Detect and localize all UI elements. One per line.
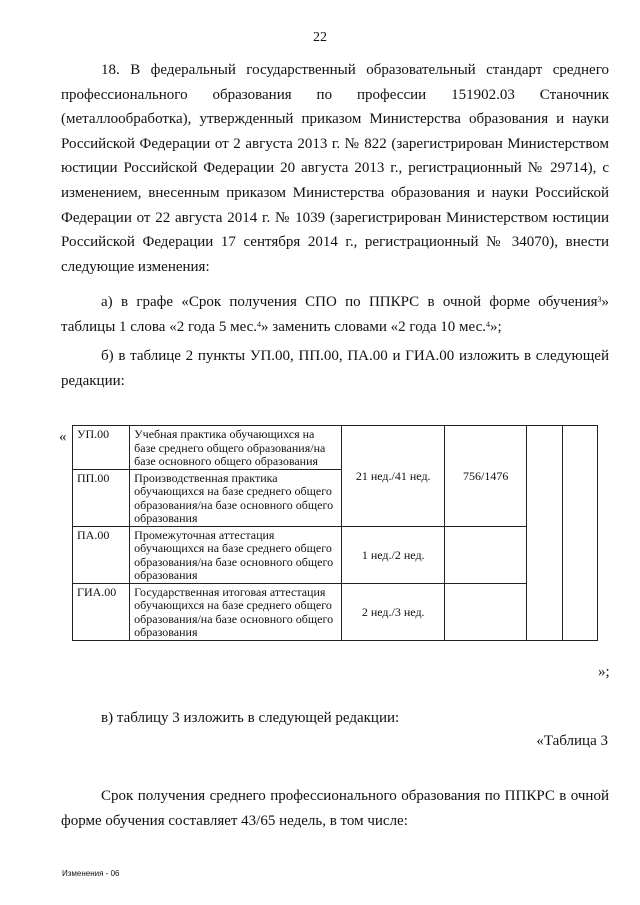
sub-item-b [61, 344, 609, 393]
curriculum-table [72, 425, 598, 641]
text-line: (металлообработка), утвержденный приказом Министерства образования и науки [61, 111, 609, 128]
sub-item-a [61, 290, 609, 339]
text-line: юстиции Российской Федерации 20 августа 2013 г., регистрационный № 29714), с [61, 160, 609, 177]
text-line: форме обучения составляет 43/65 недель, в том числе: [61, 812, 408, 829]
text-line: следующие изменения: [61, 258, 210, 275]
text-line: б) в таблице 2 пункты УП.00, ПП.00, ПА.00 и ГИА.00 изложить в следующей [101, 348, 609, 364]
text-line: профессионального образования по профессии 151902.03 Станочник [61, 86, 609, 103]
table-3-label: «Таблица 3 [536, 733, 608, 749]
name-cell: Производственная практика обучающихся на базе среднего общего образования/на базе основного общего образования [130, 469, 342, 526]
text-line: Российской Федерации от 2 августа 2013 г. № 822 (зарегистрирован Министерством [61, 135, 609, 152]
text-line [61, 315, 609, 340]
text-line: Федерации от 22 августа 2014 г. № 1039 (зарегистрирован Министерством юстиции [61, 209, 609, 226]
text-fragment: а) в графе «Срок получения СПО по ППКРС в очной форме обучения [101, 294, 598, 310]
code-cell: ГИА.00 [73, 583, 130, 640]
code-cell: ПП.00 [73, 469, 130, 526]
empty-cell [562, 426, 597, 641]
hours-cell [445, 583, 527, 640]
hours-cell: 756/1476 [445, 426, 527, 527]
open-quote: « [59, 429, 67, 445]
text-line: Срок получения среднего профессионального образования по ППКРС в очной [101, 788, 609, 804]
footer-note: Изменения - 06 [62, 869, 120, 878]
name-cell: Промежуточная аттестация обучающихся на базе среднего общего образования/на базе основного общего образования [130, 526, 342, 583]
closing-paragraph [61, 784, 609, 833]
text-line: 18. В федеральный государственный образовательный стандарт среднего [101, 62, 609, 78]
code-cell: ПА.00 [73, 526, 130, 583]
text-line: Российской Федерации 17 сентября 2014 г., регистрационный № 34070), внести [61, 234, 609, 251]
text-fragment: » заменить словами «2 года 10 мес. [261, 318, 486, 335]
text-line: в) таблицу 3 изложить в следующей редакции: [101, 710, 400, 726]
name-cell: Государственная итоговая аттестация обучающихся на базе среднего общего образования/на базе основного общего образования [130, 583, 342, 640]
footnote-ref: 3 [597, 295, 602, 304]
text-fragment: »; [490, 318, 502, 335]
text-fragment: таблицы 1 слова «2 года 5 мес. [61, 318, 258, 335]
name-cell: Учебная практика обучающихся на базе среднего общего образования/на базе основного общего образования [130, 426, 342, 470]
table-row [73, 583, 598, 640]
footnote-ref: 4 [257, 319, 262, 329]
table-row [73, 426, 598, 470]
text-line: редакции: [61, 372, 125, 389]
empty-cell [527, 426, 562, 641]
text-fragment: » [601, 294, 609, 310]
duration-cell: 21 нед./41 нед. [342, 426, 445, 527]
item-18-paragraph [61, 58, 609, 279]
text-line [61, 290, 609, 315]
sub-item-v [61, 706, 609, 731]
duration-cell: 2 нед./3 нед. [342, 583, 445, 640]
footnote-ref: 4 [486, 319, 490, 329]
text-line: изменением, внесенным приказом Министерства образования и науки Российской [61, 184, 609, 201]
table-row [73, 526, 598, 583]
hours-cell [445, 526, 527, 583]
close-quote: »; [598, 664, 610, 680]
duration-cell: 1 нед./2 нед. [342, 526, 445, 583]
code-cell: УП.00 [73, 426, 130, 470]
page-number: 22 [313, 30, 327, 45]
